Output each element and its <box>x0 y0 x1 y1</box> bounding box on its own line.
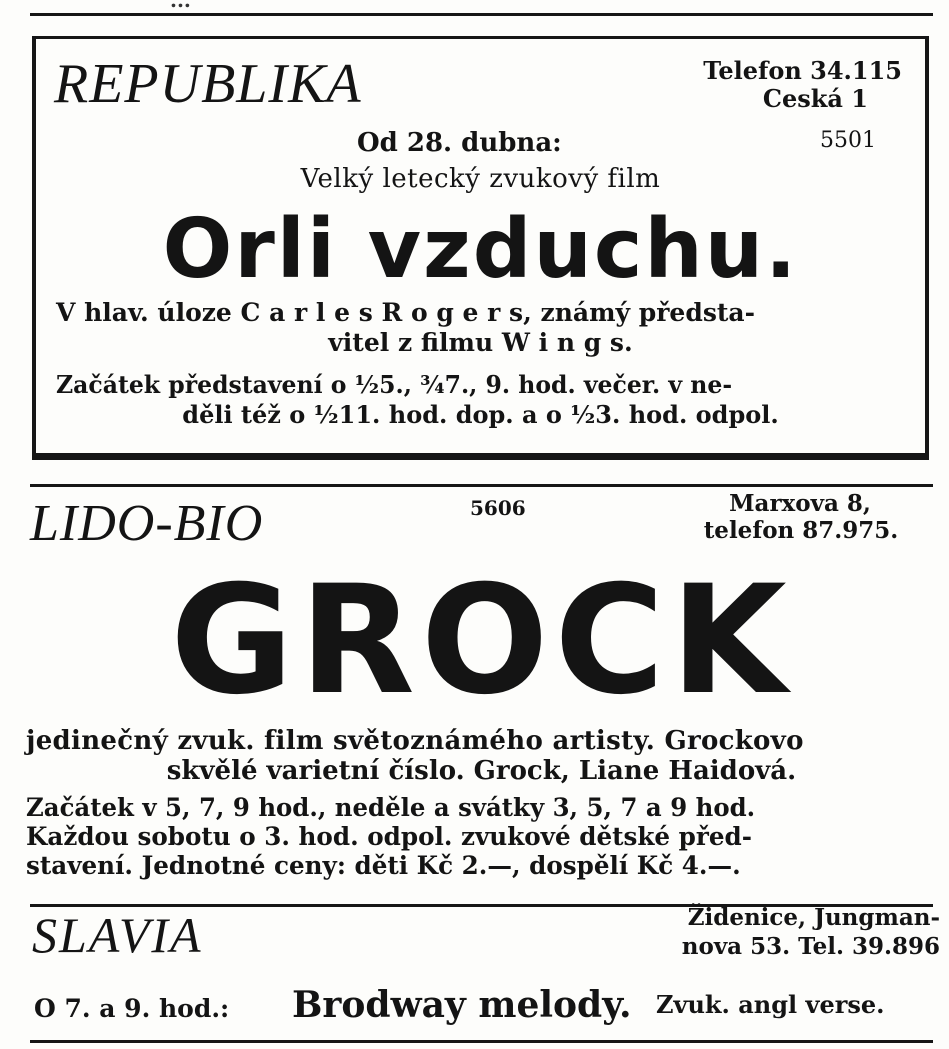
republika-phone-line2: Ceská 1 <box>762 84 868 113</box>
republika-top-rule <box>32 36 929 39</box>
republika-film-title: Orli vzduchu. <box>162 202 799 297</box>
top-rule <box>30 13 933 16</box>
republika-times-line2: děli též o ½11. hod. dop. a o ½3. hod. odpol. <box>182 400 779 429</box>
slavia-address-line1: Židenice, Jungman- <box>687 904 940 931</box>
republika-subtitle: Velký letecký zvukový film <box>300 164 661 194</box>
republika-phone-line1: Telefon 34.115 <box>703 56 902 85</box>
lido-desc-line1: jedinečný zvuk. film světoznámého artisty. Grockovo <box>26 726 804 756</box>
slavia-address-line2: nova 53. Tel. 39.896 <box>681 933 940 960</box>
slavia-times: O 7. a 9. hod.: <box>34 994 230 1023</box>
lido-cinema-name: LIDO-BIO <box>30 495 264 552</box>
slavia-note: Zvuk. angl verse. <box>656 990 885 1019</box>
republika-code: 5501 <box>820 128 876 153</box>
top-fragment: ... <box>170 0 191 12</box>
lido-code: 5606 <box>470 496 526 520</box>
lido-film-title: GROCK <box>170 554 793 728</box>
lido-times-line3: stavení. Jednotné ceny: děti Kč 2.—, dospělí Kč 4.—. <box>26 851 741 880</box>
slavia-film-title: Brodway melody. <box>292 984 632 1026</box>
republika-times-line1: Začátek představení o ½5., ¾7., 9. hod. večer. v ne- <box>56 370 733 399</box>
lido-address-line1: Marxova 8, <box>729 490 871 517</box>
republika-bottom-rule <box>30 484 933 487</box>
lido-times-line1: Začátek v 5, 7, 9 hod., neděle a svátky 3, 5, 7 a 9 hod. <box>26 793 756 822</box>
republika-date-line: Od 28. dubna: <box>357 128 562 158</box>
lido-desc-line2: skvělé varietní číslo. Grock, Liane Haidová. <box>166 756 797 786</box>
slavia-cinema-name: SLAVIA <box>32 907 203 963</box>
lido-address-line2: telefon 87.975. <box>703 517 899 544</box>
republika-cast-line2: vitel z filmu W i n g s. <box>328 328 633 357</box>
republika-cast-line1: V hlav. úloze C a r l e s R o g e r s, známý předsta- <box>56 298 756 327</box>
bottom-rule <box>30 1040 933 1043</box>
lido-times-line2: Každou sobotu o 3. hod. odpol. zvukové dětské před- <box>26 822 752 851</box>
republika-cinema-name: REPUBLIKA <box>54 53 362 115</box>
